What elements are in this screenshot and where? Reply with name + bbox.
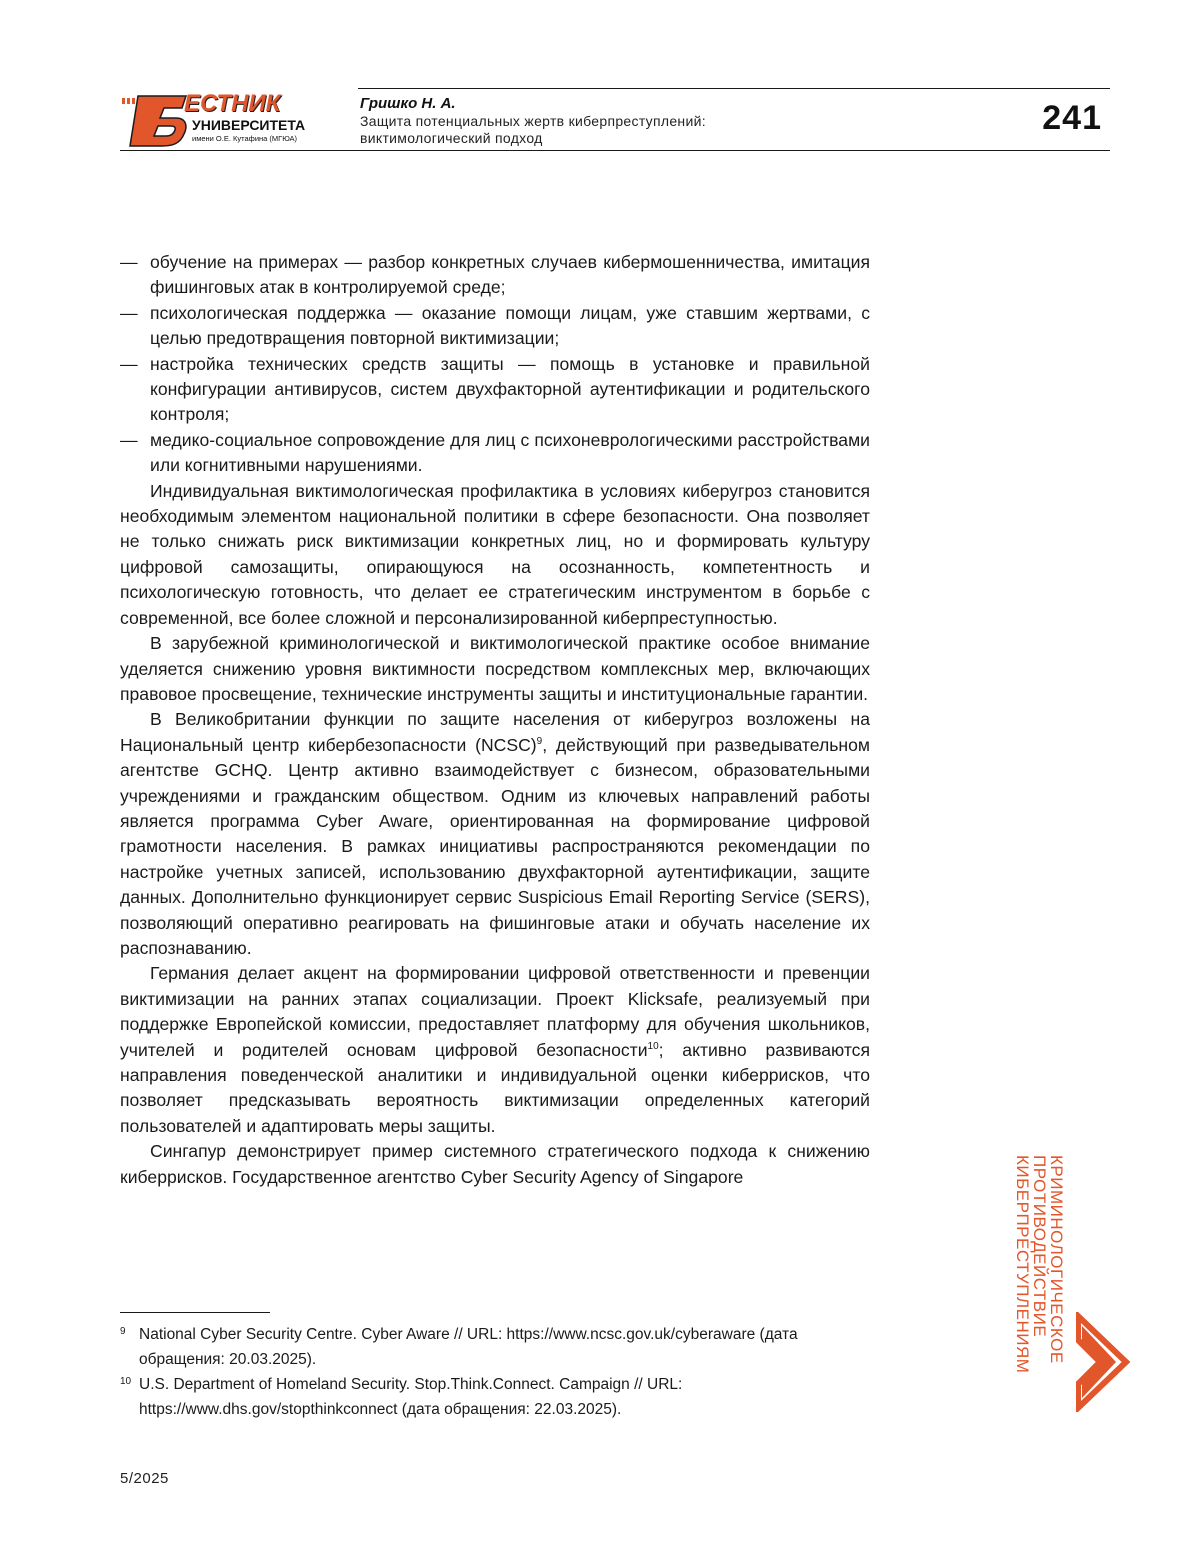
- list-dash: —: [120, 252, 138, 272]
- list-item: [120, 301, 870, 352]
- header-title-line: Защита потенциальных жертв киберпреступлений:: [360, 113, 706, 129]
- paragraph: В зарубежной криминологической и виктимологической практике особое внимание уделяется снижению уровня виктимности посредством комплексных мер, включающих правовое просвещение, технические инструменты защиты и институциональные гарантии.: [120, 633, 870, 704]
- section-arrow-icon: [1076, 1312, 1130, 1412]
- footnote-separator: [120, 1312, 270, 1313]
- list-item-text: настройка технических средств защиты — помощь в установке и правильной конфигурации антивирусов, систем двухфакторной аутентификации и родительского контроля;: [150, 353, 870, 425]
- footnote-text: National Cyber Security Centre. Cyber Aware // URL: https://www.ncsc.gov.uk/cyberaware (дата обращения: 20.03.2025).: [139, 1326, 798, 1368]
- logo-vestnik-text: ЕСТНИК: [184, 90, 281, 117]
- paragraph-text: ; активно развиваются направления поведенческой аналитики и индивидуальной оценки киберрисков, что позволяет предсказывать вероятность виктимизации определенных категорий пользователей и адаптировать меры защиты.: [120, 1039, 870, 1136]
- paragraph-text: , действующий при разведывательном агентстве GCHQ. Центр активно взаимодействует с бизнесом, образовательными учреждениями и гражданским обществом. Одним из ключевых направлений работы является программа Cyber Aware, ориентированная на формирование цифровой грамотности населения. В рамках инициативы распространяются рекомендации по настройке учетных записей, использованию двухфакторной аутентификации, защите данных. Дополнительно функционирует сервис Suspicious Email Reporting Service (SERS), позволяющий оперативно реагировать на фишинговые атаки и обучать население их распознаванию.: [120, 734, 870, 958]
- section-label-line: КИБЕРПРЕСТУПЛЕНИЯМ: [1013, 1155, 1032, 1374]
- list-item-text: психологическая поддержка — оказание помощи лицам, уже ставшим жертвами, с целью предотвращения повторной виктимизации;: [150, 302, 870, 349]
- footnote-number: 10: [120, 1376, 132, 1387]
- logo-university-text: УНИВЕРСИТЕТА: [192, 117, 306, 133]
- issue-number: 5/2025: [120, 1470, 169, 1487]
- running-header: [120, 88, 1110, 152]
- paragraph-text: В Великобритании функции по защите населения от киберугроз возложены на Национальный центр кибербезопасности (NCSC): [120, 709, 870, 755]
- list-item-text: обучение на примерах — разбор конкретных случаев кибермошенничества, имитация фишинговых атак в контролируемой среде;: [150, 252, 870, 298]
- list-dash: —: [120, 353, 138, 374]
- footnotes: [120, 1322, 870, 1422]
- paragraph-text: Германия делает акцент на формировании цифровой ответственности и превенции виктимизации на ранних этапах социализации. Проект Klicksafe, реализуемый при поддержке Европейской комиссии, предоставляет платформу для обучения школьников, учителей и родителей основам цифровой безопасности: [120, 963, 870, 1060]
- list-dash: —: [120, 302, 138, 323]
- section-label: [1013, 1155, 1065, 1415]
- footnote-text: U.S. Department of Homeland Security. Stop.Think.Connect. Campaign // URL: https://www.dhs.gov/stopthinkconnect (дата обращения: 22.03.2025).: [139, 1376, 683, 1418]
- journal-logo: [120, 92, 320, 148]
- footnote-ref[interactable]: 10: [647, 1040, 659, 1052]
- header-article-title: [360, 113, 920, 147]
- footnote: [120, 1372, 870, 1422]
- header-bottom-rule: [120, 150, 1110, 151]
- header-top-rule: [358, 88, 1110, 89]
- list-item-text: медико-социальное сопровождение для лиц с психоневрологическими расстройствами или когнитивными нарушениями.: [150, 429, 870, 476]
- list-item: [120, 250, 870, 301]
- footnote-number: 9: [120, 1326, 126, 1337]
- article-body: [120, 250, 870, 1190]
- header-author: Гришко Н. А.: [360, 95, 456, 112]
- list-item: [120, 352, 870, 428]
- list-dash: —: [120, 429, 138, 450]
- header-title-line: виктимологический подход: [360, 130, 543, 146]
- section-label-line: ПРОТИВОДЕЙСТВИЕ: [1030, 1155, 1049, 1338]
- page-number: 241: [1042, 99, 1102, 137]
- paragraph: Индивидуальная виктимологическая профилактика в условиях киберугроз становится необходимым элементом национальной политики в сфере безопасности. Она позволяет не только снижать риск виктимизации конкретных лиц, но и формировать культуру цифровой самозащиты, опирающуюся на осознанность, компетентность и психологическую готовность, что делает ее стратегическим инструментом в борьбе с современной, все более сложной и персонализированной киберпреступностью.: [120, 480, 870, 628]
- paragraph: [120, 961, 870, 1139]
- logo-subtitle-text: имени О.Е. Кутафина (МГЮА): [192, 134, 298, 143]
- paragraph: [120, 707, 870, 961]
- list-item: [120, 428, 870, 479]
- section-label-line: КРИМИНОЛОГИЧЕСКОЕ: [1047, 1155, 1066, 1364]
- section-label-text: [1014, 1155, 1065, 1415]
- footnote-ref[interactable]: 9: [536, 735, 543, 747]
- footnote: [120, 1322, 870, 1372]
- paragraph: Сингапур демонстрирует пример системного стратегического подхода к снижению киберрисков. Государственное агентство Cyber Security Agency of Singapore: [120, 1141, 870, 1187]
